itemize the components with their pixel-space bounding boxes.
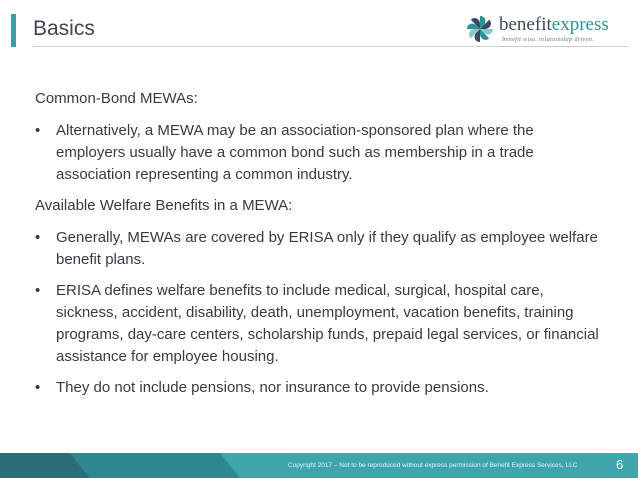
logo-name-part2: express (551, 14, 609, 35)
bullet-item (35, 280, 605, 368)
slide-body (35, 88, 605, 408)
bullet-marker: • (35, 229, 41, 246)
bullet-marker: • (35, 282, 41, 299)
bullet-text: Alternatively, a MEWA may be an association-sponsored plan where the employers usually have a common bond such as membership in a trade association representing a common industry. (56, 122, 534, 183)
bullet-item (35, 227, 605, 271)
copyright-notice: Copyright 2017 – Not to be reproduced without express permission of Benefit Express Services, LLC (288, 462, 578, 469)
footer-band (0, 453, 638, 478)
section-heading-welfare-benefits: Available Welfare Benefits in a MEWA: (35, 197, 293, 214)
title-accent-bar (11, 14, 16, 47)
logo-mark-icon (466, 15, 494, 43)
slide-title: Basics (33, 17, 95, 40)
company-logo (466, 14, 626, 48)
bullet-item (35, 377, 605, 399)
logo-wordmark (499, 14, 609, 36)
bullet-marker: • (35, 379, 41, 396)
bullet-marker: • (35, 122, 41, 139)
bullet-text: They do not include pensions, nor insurance to provide pensions. (56, 379, 489, 396)
bullet-text: Generally, MEWAs are covered by ERISA only if they qualify as employee welfare benefit plans. (56, 229, 598, 268)
logo-name-part1: benefit (499, 14, 552, 35)
page-number: 6 (616, 457, 624, 472)
logo-tagline: benefit wise. relationship driven. (502, 36, 594, 43)
bullet-text: ERISA defines welfare benefits to include medical, surgical, hospital care, sickness, accident, disability, death, unemployment, vacation benefits, training programs, day-care centers, scholarship funds, prepaid legal services, or financial assistance for employee housing. (56, 282, 599, 365)
section-heading-common-bond: Common-Bond MEWAs: (35, 90, 198, 107)
bullet-item (35, 120, 605, 186)
